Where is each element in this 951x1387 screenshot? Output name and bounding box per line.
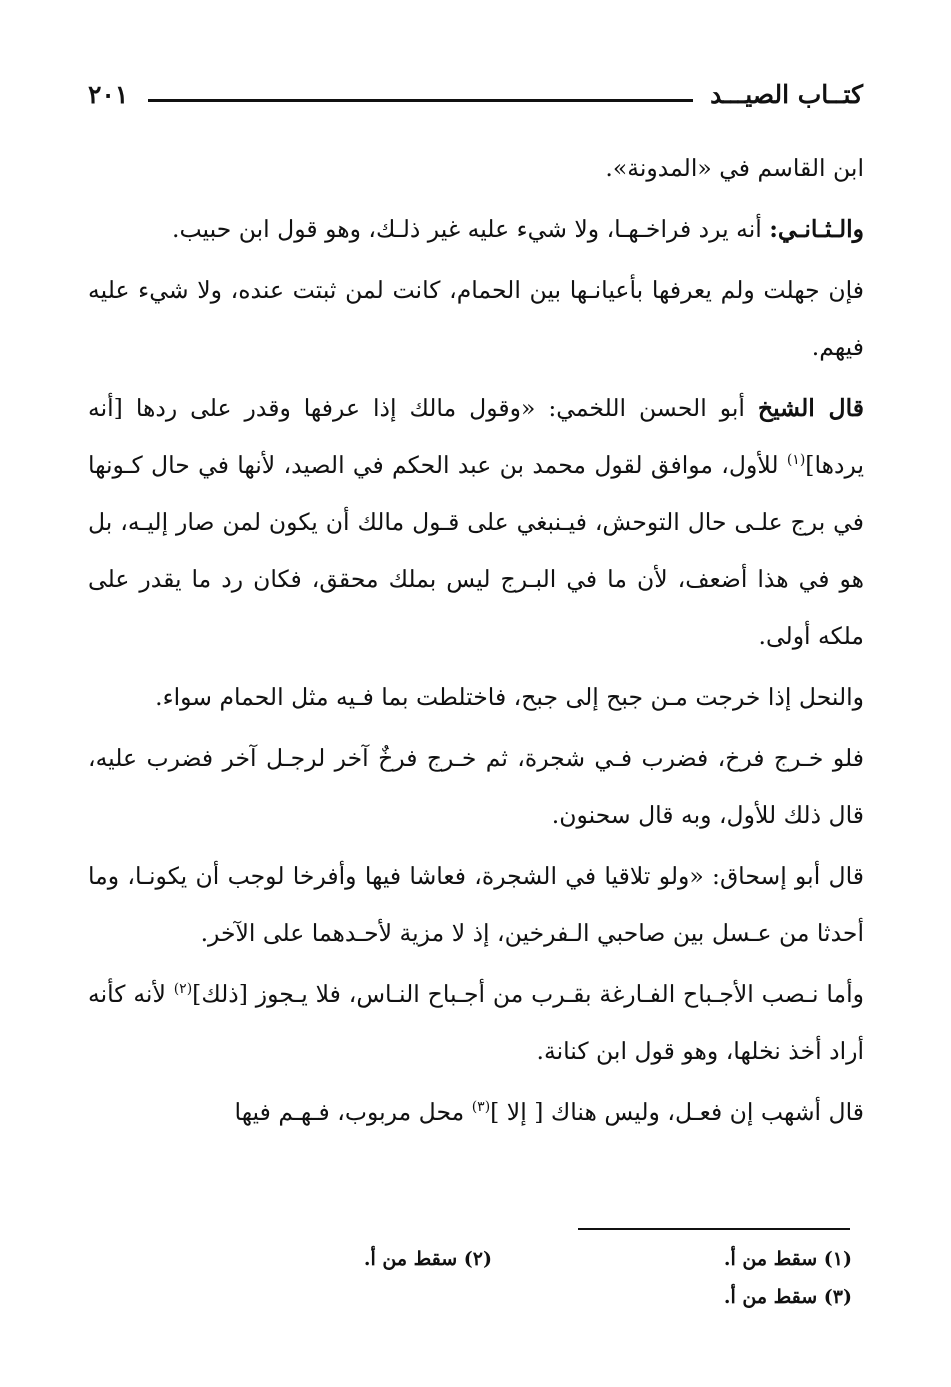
main-text (88, 140, 864, 1145)
footnote-ref: (٢) (173, 981, 193, 998)
paragraph-text: أبو الحسن اللخمي: «وقول مالك إذا عرفها وقدر على ردها [أنه يردها] (88, 394, 864, 479)
book-title: كتــاب الصيـــد (710, 80, 863, 109)
paragraph-5 (88, 669, 864, 726)
paragraph-1 (88, 140, 864, 197)
paragraph-8 (88, 966, 864, 1080)
paragraph-4 (88, 380, 864, 665)
paragraph-text: فإن جهلت ولم يعرفها بأعيانـها بين الحمام، كانت لمن ثبتت عنده، ولا شيء عليه فيهم. (88, 276, 864, 361)
paragraph-text: ابن القاسم في «المدونة». (605, 154, 864, 182)
paragraph-2 (88, 201, 864, 258)
paragraph-3 (88, 262, 864, 376)
footnote-row (88, 1278, 852, 1316)
paragraph-lead: قال الشيخ (757, 394, 864, 422)
paragraph-7 (88, 848, 864, 962)
paragraph-lead: والـثـانـي: (769, 215, 864, 243)
paragraph-text: أنه يرد فراخـهـا، ولا شيء عليه غير ذلـك، وهو قول ابن حبيب. (172, 215, 770, 243)
footnote-2: (٢) سقط من أ. (363, 1248, 492, 1270)
paragraph-text-cont: محل مربوب، فـهـم فيها (234, 1098, 472, 1126)
paragraph-text-cont: لأنه كأنه أراد أخذ نخلها، وهو قول ابن كنانة. (88, 980, 864, 1065)
paragraph-text-cont: للأول، موافق لقول محمد بن عبد الحكم في الصيد، لأنها في حال كـونها في برج علـى حال التوحش، فيـنبغي على قـول مالك أن يكون لمن صار إليـه، بل هو في هذا أضعف، لأن ما في البـرج ليس بملك محقق، فكان رد ما يقدر على ملكه أولى. (88, 451, 864, 650)
paragraph-text: قال أبو إسحاق: «ولو تلاقيا في الشجرة، فعاشا فيها وأفرخا لوجب أن يكونـا، وما أحدثا من عـسل بين صاحبي الـفرخين، إذ لا مزية لأحـدهما على الآخر. (88, 862, 864, 947)
paragraph-6 (88, 730, 864, 844)
footnote-3: (٣) سقط من أ. (723, 1286, 852, 1308)
footnote-ref: (١) (786, 452, 806, 469)
page-number: ٢٠١ (88, 80, 129, 109)
footnote-ref: (٣) (471, 1099, 491, 1116)
footnote-row (88, 1240, 852, 1278)
running-header (88, 72, 863, 118)
paragraph-text: وأما نـصب الأجـباح الفـارغة بقـرب من أجـباح النـاس، فلا يـجوز [ذلك] (192, 980, 864, 1008)
paragraph-text: فلو خـرج فرخ، فضرب فـي شجرة، ثم خـرج فرخٌ آخر لرجـل آخر فضرب عليه، قال ذلك للأول، وبه قال سحنون. (88, 744, 864, 829)
footnotes (88, 1240, 852, 1316)
paragraph-9 (88, 1084, 864, 1141)
footnote-rule (578, 1228, 850, 1230)
paragraph-text: قال أشهب إن فعـل، وليس هناك [ إلا ] (490, 1098, 864, 1126)
paragraph-text: والنحل إذا خرجت مـن جبح إلى جبح، فاختلطت بما فـيه مثل الحمام سواء. (155, 683, 864, 711)
footnote-1: (١) سقط من أ. (723, 1248, 852, 1270)
header-rule (148, 99, 693, 102)
